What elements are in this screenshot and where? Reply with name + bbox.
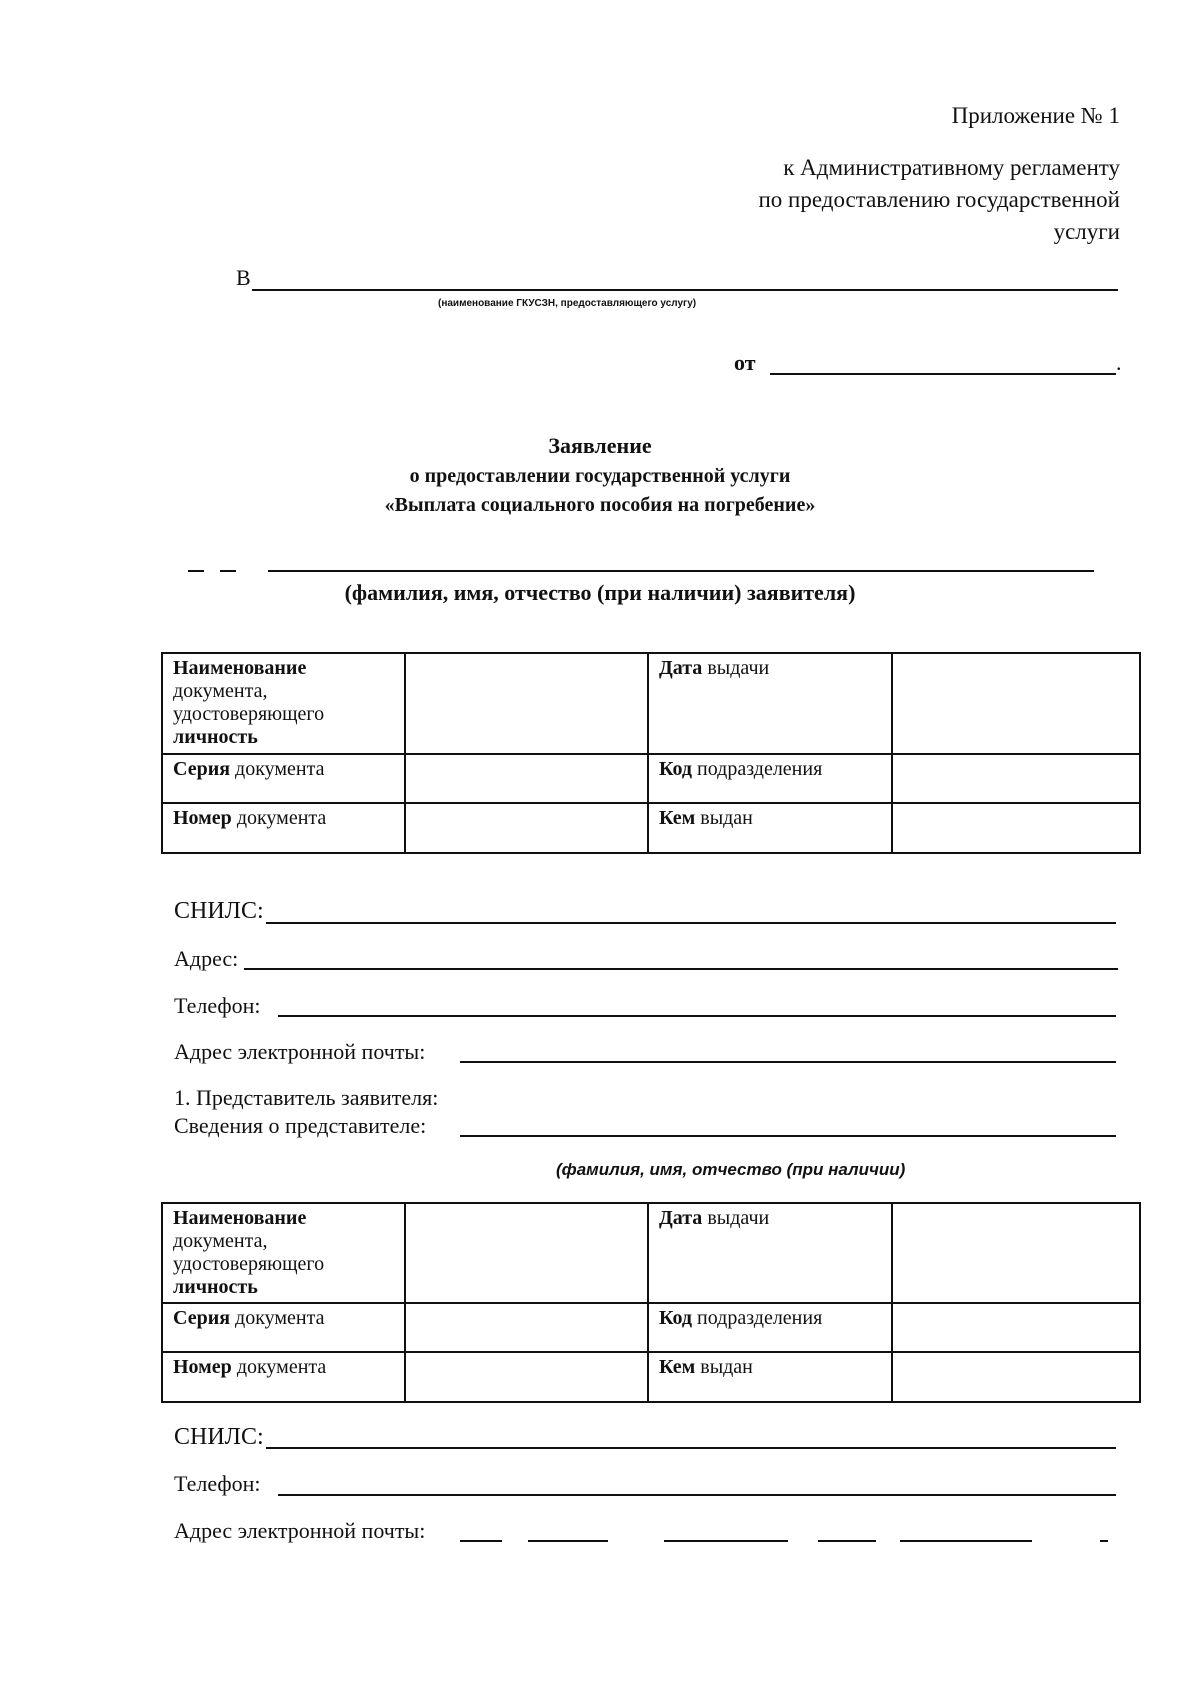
phone-label: Телефон: [174,993,261,1018]
rep-phone-input-line[interactable] [278,1494,1116,1496]
rep-issued-by-cell[interactable] [892,1352,1140,1402]
addressee-prefix: В [236,265,251,290]
rep-doc-number-label: Номер документа [162,1352,405,1402]
rep-doc-number-cell[interactable] [405,1352,648,1402]
rep-email-dash[interactable] [460,1540,502,1542]
doc-number-cell[interactable] [405,803,648,853]
division-code-cell[interactable] [892,754,1140,803]
rep-issue-date-cell[interactable] [892,1203,1140,1303]
email-input-line[interactable] [460,1061,1116,1063]
representative-heading: 1. Представитель заявителя: [174,1085,439,1110]
doc-name-cell[interactable] [405,653,648,754]
rep-phone-label: Телефон: [174,1471,261,1496]
rep-snils-label: СНИЛС: [174,1424,264,1450]
address-label: Адрес: [174,946,239,971]
doc-series-label: Серия документа [162,754,405,803]
doc-number-label: Номер документа [162,803,405,853]
phone-input-line[interactable] [278,1015,1116,1017]
rep-email-dash[interactable] [818,1540,876,1542]
representative-info-label: Сведения о представителе: [174,1113,427,1138]
rep-issue-date-label: Дата выдачи [648,1203,892,1303]
rep-doc-name-label: Наименование документа, удостоверяющего личность [162,1203,405,1303]
appendix-number: Приложение № 1 [951,103,1120,128]
applicant-name-line[interactable] [268,570,1094,572]
rep-division-code-label: Код подразделения [648,1303,892,1352]
from-prefix: от [734,350,756,375]
rep-email-dash[interactable] [900,1540,1032,1542]
representative-info-line[interactable] [460,1135,1116,1137]
addressee-input-line[interactable] [252,289,1118,291]
doc-series-cell[interactable] [405,754,648,803]
from-input-line[interactable] [770,373,1116,375]
rep-snils-input-line[interactable] [266,1447,1116,1449]
address-input-line[interactable] [244,968,1118,970]
addressee-caption: (наименование ГКУСЗН, предоставляющего услугу) [438,298,697,309]
division-code-label: Код подразделения [648,754,892,803]
dash-mark [220,570,236,572]
rep-email-dash[interactable] [1100,1540,1108,1542]
rep-doc-name-cell[interactable] [405,1203,648,1303]
document-title: Заявление [548,433,652,458]
email-label: Адрес электронной почты: [174,1039,426,1064]
regulation-line-2: по предоставлению государственной [758,187,1120,212]
from-suffix: . [1116,350,1122,375]
rep-email-label: Адрес электронной почты: [174,1518,426,1543]
rep-email-dash[interactable] [528,1540,608,1542]
issued-by-label: Кем выдан [648,803,892,853]
issue-date-cell[interactable] [892,653,1140,754]
regulation-line-3: услуги [1053,219,1120,244]
rep-doc-series-cell[interactable] [405,1303,648,1352]
rep-email-dash[interactable] [664,1540,788,1542]
regulation-line-1: к Административному регламенту [783,155,1120,180]
snils-label: СНИЛС: [174,898,264,924]
document-subtitle-1: о предоставлении государственной услуги [409,465,791,487]
applicant-name-caption: (фамилия, имя, отчество (при наличии) заявителя) [344,580,856,605]
issued-by-cell[interactable] [892,803,1140,853]
document-subtitle-2: «Выплата социального пособия на погребение» [384,494,816,516]
issue-date-label: Дата выдачи [648,653,892,754]
rep-issued-by-label: Кем выдан [648,1352,892,1402]
dash-mark [188,570,204,572]
rep-doc-series-label: Серия документа [162,1303,405,1352]
rep-division-code-cell[interactable] [892,1303,1140,1352]
representative-document-table [161,1202,1141,1403]
snils-input-line[interactable] [266,922,1116,924]
doc-name-label: Наименование документа, удостоверяющего личность [162,653,405,754]
representative-caption: (фамилия, имя, отчество (при наличии) [556,1160,906,1179]
applicant-document-table [161,652,1141,854]
